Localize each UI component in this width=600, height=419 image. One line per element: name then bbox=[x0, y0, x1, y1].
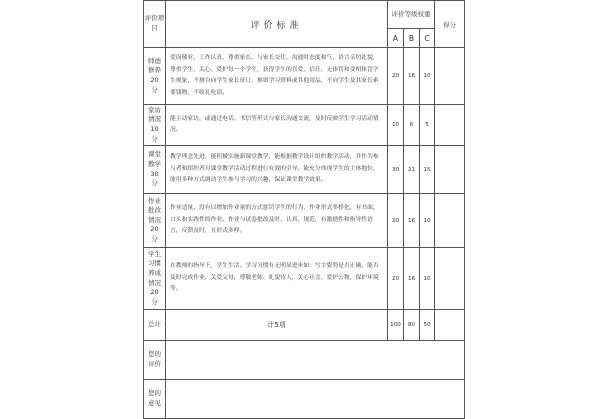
weight-a: 20 bbox=[388, 48, 404, 105]
header-item-label: 评价项目 bbox=[144, 1, 166, 48]
opinion-label: 您的 意见 bbox=[144, 380, 166, 419]
weight-b: 21 bbox=[404, 146, 420, 194]
total-label: 总计 bbox=[144, 310, 166, 341]
total-weight-b: 80 bbox=[404, 310, 420, 341]
total-score-cell[interactable] bbox=[435, 310, 465, 341]
table-row bbox=[144, 194, 465, 248]
evaluation-label: 您的 评价 bbox=[144, 341, 166, 380]
table-row bbox=[144, 248, 465, 310]
weight-a: 10 bbox=[388, 105, 404, 146]
table-row bbox=[144, 48, 465, 105]
weight-a: 20 bbox=[388, 248, 404, 310]
row-label: 家访 情况 10 分 bbox=[144, 105, 166, 146]
weight-b: 6 bbox=[404, 105, 420, 146]
weight-c: 10 bbox=[420, 194, 435, 248]
grade-c: C bbox=[420, 29, 435, 48]
weight-c: 10 bbox=[420, 248, 435, 310]
row-criteria: 爱岗敬业，工作认真，尊重家长，与家长交往，沟通时态度和气，语言亲切礼貌，尊重学生，关心、爱护每一个学生，获得学生的喜爱，信任，无体罚和变相体罚学生现象，不擅自向学生家长征订、推销学习资料或其他用品，不向学生及其家长索要钱物、不收礼吃请。 bbox=[166, 48, 388, 105]
weight-c: 15 bbox=[420, 146, 435, 194]
header-weight-title: 评价等级权重 bbox=[388, 1, 435, 29]
row-criteria: 作业适量，没有以增加作业量的方式惩罚学生的行为，作业形式多样化，有书面、口头和实践性的作业。作业与试卷批改及时、认真、规范，有激励性和指导性语言，反馈及时，且形式多样。 bbox=[166, 194, 388, 248]
opinion-field[interactable] bbox=[166, 380, 465, 419]
row-label: 师德 修养 20 分 bbox=[144, 48, 166, 105]
row-label: 作业 批改 情况 20 分 bbox=[144, 194, 166, 248]
row-criteria: 教学理念先进，能积极实施新课堂教学，能根据教学设计组织教学活动，并作为参与者和组织者对课堂教学活动过程进行有效的引导，能充分体现学生的主体地位，能用多种方式调动学生参与学习的兴趣，保证课堂教学效果。 bbox=[166, 146, 388, 194]
table-row bbox=[144, 105, 465, 146]
table-row bbox=[144, 146, 465, 194]
score-cell[interactable] bbox=[435, 146, 465, 194]
weight-b: 16 bbox=[404, 194, 420, 248]
total-items: 计5项 bbox=[166, 310, 388, 341]
total-weight-a: 100 bbox=[388, 310, 404, 341]
evaluation-row bbox=[144, 341, 465, 380]
score-cell[interactable] bbox=[435, 48, 465, 105]
row-label: 学生 习惯 养成 情况 20 分 bbox=[144, 248, 166, 310]
opinion-row bbox=[144, 380, 465, 419]
weight-c: 10 bbox=[420, 48, 435, 105]
total-row bbox=[144, 310, 465, 341]
weight-b: 16 bbox=[404, 48, 420, 105]
score-cell[interactable] bbox=[435, 194, 465, 248]
row-criteria: 在教师的指导下，学生生活、学习习惯有无明显进步如：写字姿势是否正确，能否及时完成作业，关爱父母，尊敬老师、礼貌待人，关心社会，爱护公物，保护环境等。 bbox=[166, 248, 388, 310]
row-label: 课堂 教学 30 分 bbox=[144, 146, 166, 194]
grade-b: B bbox=[404, 29, 420, 48]
grade-a: A bbox=[388, 29, 404, 48]
evaluation-field[interactable] bbox=[166, 341, 465, 380]
total-weight-c: 50 bbox=[420, 310, 435, 341]
evaluation-table bbox=[143, 0, 465, 419]
score-cell[interactable] bbox=[435, 105, 465, 146]
score-cell[interactable] bbox=[435, 248, 465, 310]
header-score-title: 得分 bbox=[435, 1, 465, 48]
row-criteria: 能主动家访，或通过电话、书信等形式与家长沟通交流，及时反映学生学习活动情况。 bbox=[166, 105, 388, 146]
header-row bbox=[144, 1, 465, 29]
header-criteria-title: 评价标准 bbox=[166, 1, 388, 48]
weight-b: 16 bbox=[404, 248, 420, 310]
weight-a: 20 bbox=[388, 194, 404, 248]
weight-c: 5 bbox=[420, 105, 435, 146]
weight-a: 30 bbox=[388, 146, 404, 194]
